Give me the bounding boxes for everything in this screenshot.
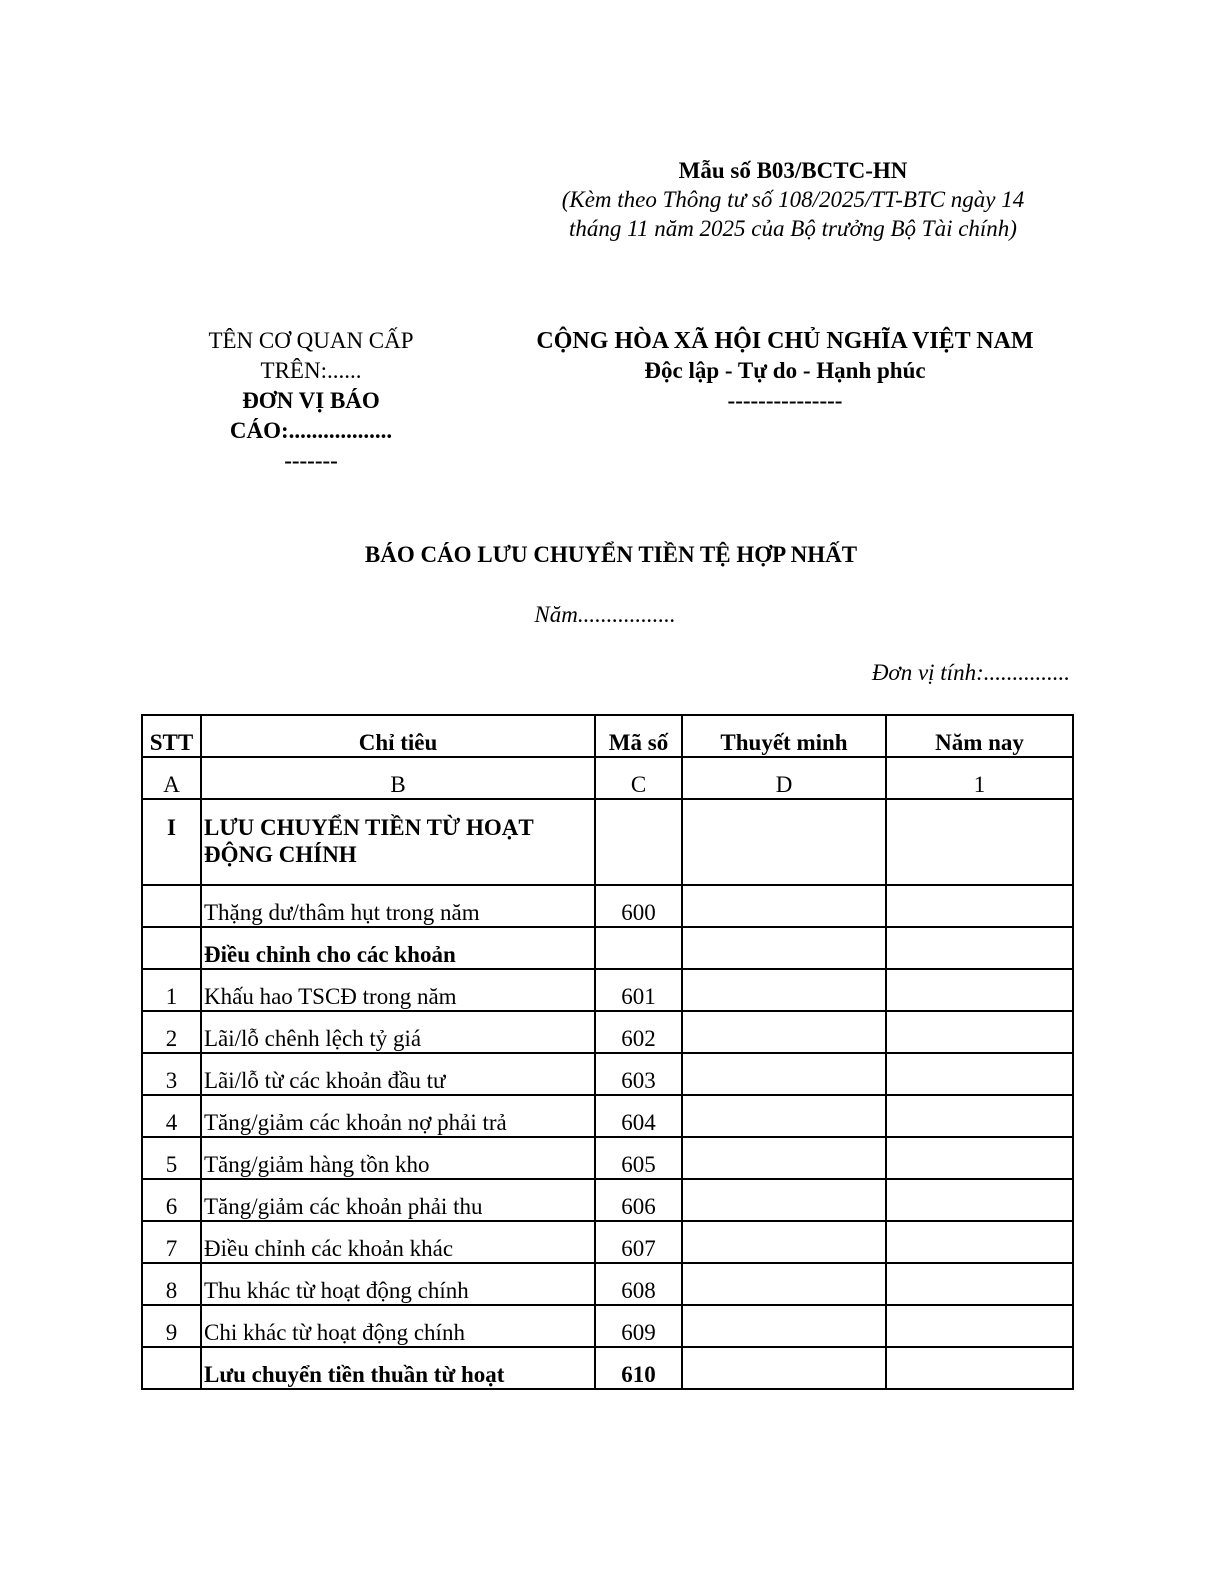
- reporting-unit-line2: CÁO:..................: [229, 418, 393, 443]
- row-code: [595, 799, 682, 885]
- report-year: Năm.................: [534, 602, 676, 627]
- letter-1: 1: [886, 757, 1073, 799]
- form-reference: [520, 156, 1066, 243]
- report-title: BÁO CÁO LƯU CHUYỂN TIỀN TỆ HỢP NHẤT: [364, 542, 858, 567]
- row-stt: 8: [142, 1263, 201, 1305]
- letter-d: D: [682, 757, 886, 799]
- row-code: 608: [595, 1263, 682, 1305]
- row-value: [886, 1221, 1073, 1263]
- letter-b: B: [201, 757, 595, 799]
- row-code: 609: [595, 1305, 682, 1347]
- row-name: Chi khác từ hoạt động chính: [201, 1305, 595, 1347]
- row-name: Khấu hao TSCĐ trong năm: [201, 969, 595, 1011]
- country-name: CỘNG HÒA XÃ HỘI CHỦ NGHĨA VIỆT NAM: [536, 328, 1034, 354]
- column-letter-row: [142, 757, 1073, 799]
- superior-agency-line2: TRÊN:......: [260, 358, 362, 383]
- table-row: [142, 1179, 1073, 1221]
- row-value: [886, 927, 1073, 969]
- row-note: [682, 927, 886, 969]
- table-row: [142, 1095, 1073, 1137]
- table-row: [142, 885, 1073, 927]
- row-value: [886, 1011, 1073, 1053]
- row-stt: [142, 1347, 201, 1389]
- row-note: [682, 1011, 886, 1053]
- row-name: Lưu chuyển tiền thuần từ hoạt: [201, 1347, 595, 1389]
- row-name: Thặng dư/thâm hụt trong năm: [201, 885, 595, 927]
- reporting-unit-line1: ĐƠN VỊ BÁO: [242, 388, 380, 413]
- row-note: [682, 969, 886, 1011]
- row-note: [682, 1305, 886, 1347]
- row-name: Tăng/giảm hàng tồn kho: [201, 1137, 595, 1179]
- form-code: Mẫu số B03/BCTC-HN: [678, 158, 908, 183]
- form-note-line1: (Kèm theo Thông tư số 108/2025/TT-BTC ngày 14: [561, 187, 1025, 212]
- row-stt: 5: [142, 1137, 201, 1179]
- row-name: Tăng/giảm các khoản nợ phải trả: [201, 1095, 595, 1137]
- table-row: [142, 1221, 1073, 1263]
- row-value: [886, 1347, 1073, 1389]
- letter-c: C: [595, 757, 682, 799]
- motto-slogan: Độc lập - Tự do - Hạnh phúc: [644, 358, 926, 383]
- national-motto: [505, 326, 1065, 416]
- header-current-year: Năm nay: [886, 715, 1073, 757]
- table-row: [142, 1305, 1073, 1347]
- row-note: [682, 885, 886, 927]
- row-code: 603: [595, 1053, 682, 1095]
- row-value: [886, 1263, 1073, 1305]
- row-name: Lãi/lỗ chênh lệch tỷ giá: [201, 1011, 595, 1053]
- row-stt: 1: [142, 969, 201, 1011]
- row-stt: 4: [142, 1095, 201, 1137]
- motto-divider: ---------------: [727, 388, 843, 413]
- row-name: Tăng/giảm các khoản phải thu: [201, 1179, 595, 1221]
- header-note: Thuyết minh: [682, 715, 886, 757]
- row-note: [682, 1263, 886, 1305]
- row-note: [682, 1053, 886, 1095]
- header-indicator: Chỉ tiêu: [201, 715, 595, 757]
- row-note: [682, 1095, 886, 1137]
- row-name: Điều chỉnh cho các khoản: [201, 927, 595, 969]
- row-code: 610: [595, 1347, 682, 1389]
- row-stt: [142, 885, 201, 927]
- header-stt: STT: [142, 715, 201, 757]
- row-code: [595, 927, 682, 969]
- row-name: Điều chỉnh các khoản khác: [201, 1221, 595, 1263]
- row-code: 606: [595, 1179, 682, 1221]
- row-value: [886, 1053, 1073, 1095]
- row-value: [886, 969, 1073, 1011]
- row-note: [682, 1137, 886, 1179]
- row-stt: 6: [142, 1179, 201, 1221]
- row-note: [682, 1347, 886, 1389]
- table-row: [142, 799, 1073, 885]
- row-value: [886, 885, 1073, 927]
- row-code: 602: [595, 1011, 682, 1053]
- row-value: [886, 1095, 1073, 1137]
- row-note: [682, 1179, 886, 1221]
- superior-agency-line1: TÊN CƠ QUAN CẤP: [208, 328, 414, 353]
- row-code: 605: [595, 1137, 682, 1179]
- table-row: [142, 927, 1073, 969]
- table-row: [142, 969, 1073, 1011]
- agency-divider: -------: [284, 448, 338, 473]
- row-value: [886, 1305, 1073, 1347]
- header-code: Mã số: [595, 715, 682, 757]
- row-stt: I: [142, 799, 201, 885]
- table-row: [142, 1137, 1073, 1179]
- table-row: [142, 1347, 1073, 1389]
- row-value: [886, 1179, 1073, 1221]
- row-stt: 9: [142, 1305, 201, 1347]
- letter-a: A: [142, 757, 201, 799]
- row-value: [886, 1137, 1073, 1179]
- row-stt: 2: [142, 1011, 201, 1053]
- row-code: 604: [595, 1095, 682, 1137]
- row-code: 600: [595, 885, 682, 927]
- row-value: [886, 799, 1073, 885]
- row-stt: 3: [142, 1053, 201, 1095]
- agency-block: [186, 326, 436, 476]
- table-row: [142, 1053, 1073, 1095]
- row-note: [682, 1221, 886, 1263]
- row-code: 601: [595, 969, 682, 1011]
- row-stt: [142, 927, 201, 969]
- report-unit: Đơn vị tính:...............: [871, 660, 1070, 685]
- table-row: [142, 1263, 1073, 1305]
- row-name: Thu khác từ hoạt động chính: [201, 1263, 595, 1305]
- row-stt: 7: [142, 1221, 201, 1263]
- row-name: Lãi/lỗ từ các khoản đầu tư: [201, 1053, 595, 1095]
- row-note: [682, 799, 886, 885]
- table-header-row: [142, 715, 1073, 757]
- cash-flow-table: [141, 714, 1074, 1390]
- form-note-line2: tháng 11 năm 2025 của Bộ trưởng Bộ Tài chính): [569, 216, 1017, 241]
- row-code: 607: [595, 1221, 682, 1263]
- row-name: LƯU CHUYỂN TIỀN TỪ HOẠT ĐỘNG CHÍNH: [201, 799, 595, 885]
- table-row: [142, 1011, 1073, 1053]
